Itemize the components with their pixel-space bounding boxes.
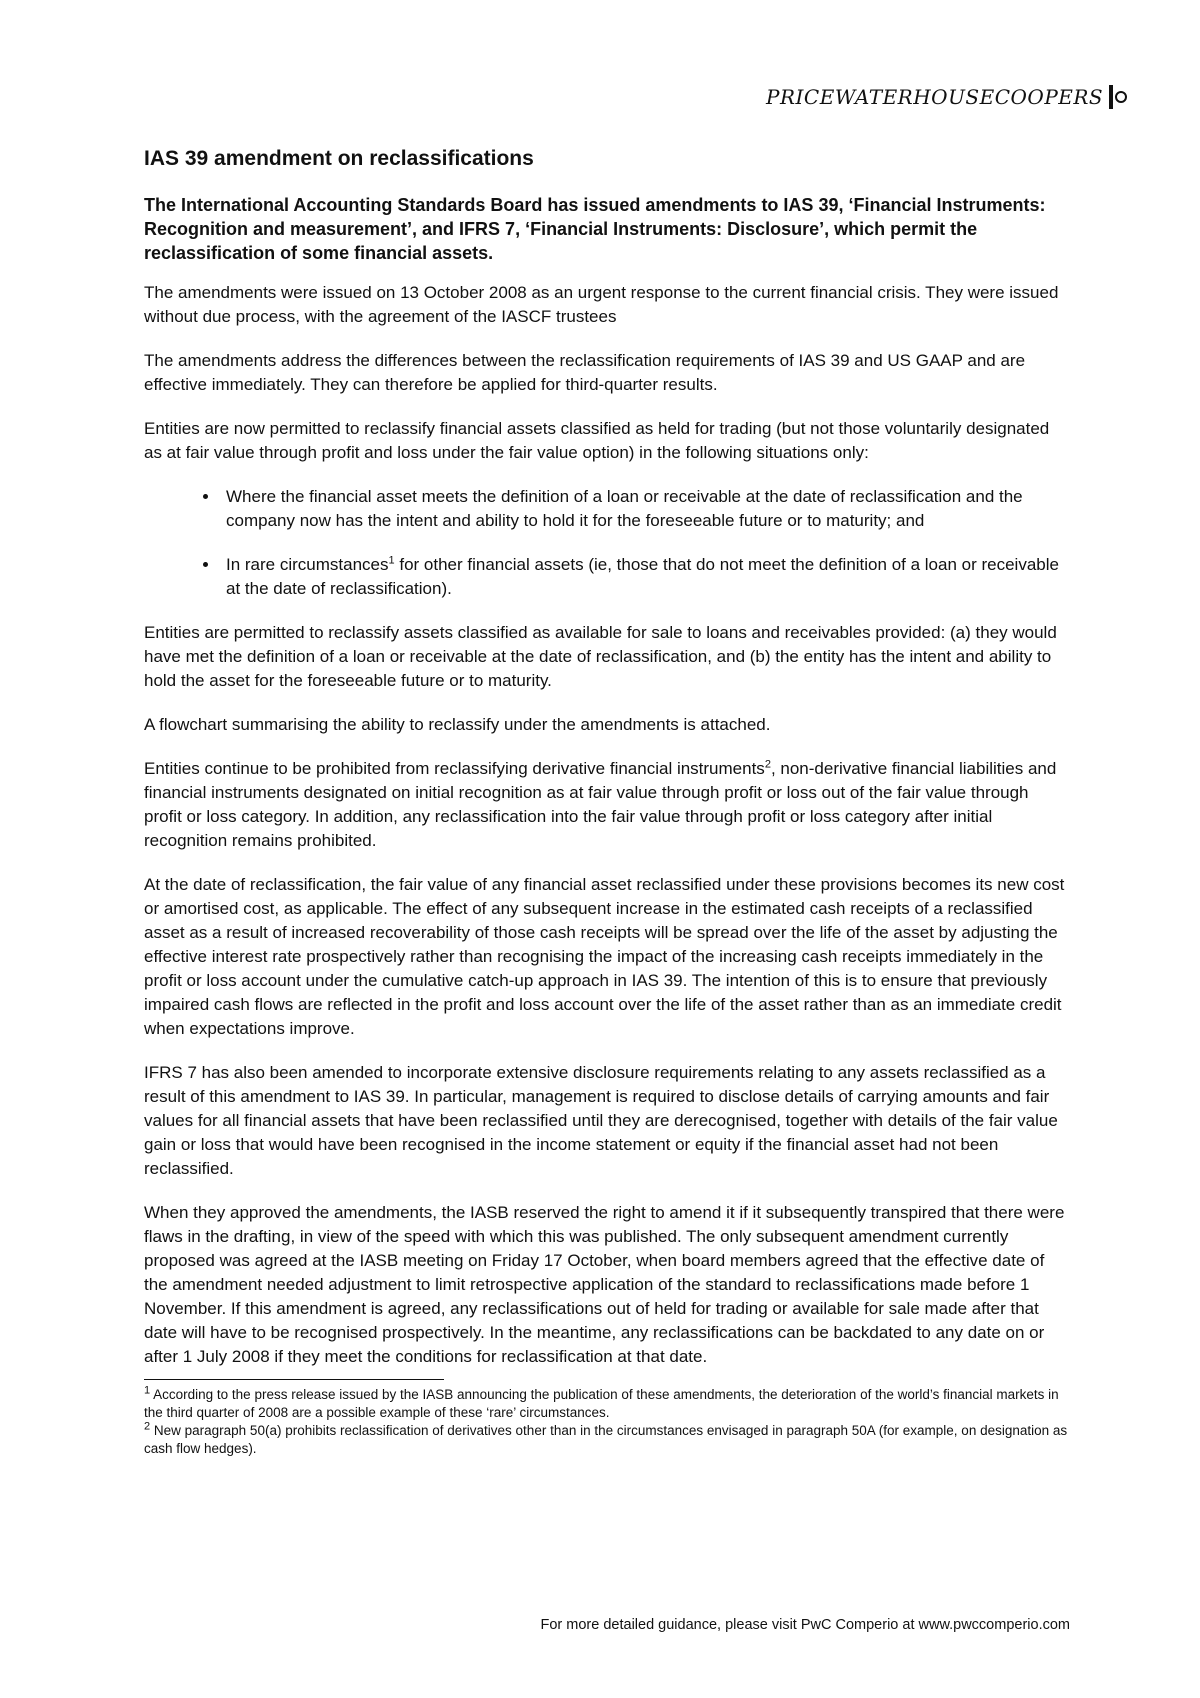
paragraph-prohibited xyxy=(144,757,1070,853)
footnote-text: According to the press release issued by the IASB announcing the publication of these amendments, the deterioration of the world’s financial markets in the third quarter of 2008 are a possible example of these ‘rare’ circumstances. xyxy=(144,1387,1059,1420)
footnote-mark: 1 xyxy=(144,1384,151,1397)
paragraph-text: , non-derivative financial liabilities and financial instruments designated on initial recognition as at fair value through profit or loss out of the fair value through profit or loss category. In addition, any reclassification into the fair value through profit or loss category after initial recognition remains prohibited. xyxy=(144,759,1057,850)
list-item-text: for other financial assets (ie, those that do not meet the definition of a loan or receivable at the date of reclassification). xyxy=(226,555,1059,598)
document-body xyxy=(144,145,1070,1458)
footnote-text: New paragraph 50(a) prohibits reclassification of derivatives other than in the circumstances envisaged in paragraph 50A (for example, on designation as cash flow hedges). xyxy=(144,1423,1068,1456)
list-item xyxy=(220,553,1070,601)
paragraph-permitted: Entities are now permitted to reclassify financial assets classified as held for trading (but not those voluntarily designated as at fair value through profit and loss under the fair value option) in the following situations only: xyxy=(144,419,1050,462)
paragraph-ifrs7: IFRS 7 has also been amended to incorporate extensive disclosure requirements relating to any assets reclassified as a result of this amendment to IAS 39. In particular, management is required to disclose details of carrying amounts and fair values for all financial assets that have been reclassified until they are derecognised, together with details of the fair value gain or loss that would have been recognised in the income statement or equity if the financial asset had not been reclassified. xyxy=(144,1063,1058,1178)
paragraph-differences: The amendments address the differences between the reclassification requirements of IAS 39 and US GAAP and are effective immediately. They can therefore be applied for third-quarter results. xyxy=(144,351,1026,394)
footnote-mark: 2 xyxy=(144,1420,151,1433)
page-footer: For more detailed guidance, please visit PwC Comperio at www.pwccomperio.com xyxy=(540,1617,1070,1633)
paragraph-available-for-sale: Entities are permitted to reclassify assets classified as available for sale to loans and receivables provided: (a) they would have met the definition of a loan or receivable at the date of reclassification, and (b) the entity has the intent and ability to hold the asset for the foreseeable future or to maturity. xyxy=(144,623,1057,690)
lead-paragraph: The International Accounting Standards Board has issued amendments to IAS 39, ‘Financial Instruments: Recognition and measurement’, and IFRS 7, ‘Financial Instruments: Disclosure’, which permit the reclassification of some financial assets. xyxy=(144,195,1046,263)
footnote-ref-2: 2 xyxy=(764,758,771,771)
paragraph-approval: When they approved the amendments, the IASB reserved the right to amend it if it subsequently transpired that there were flaws in the drafting, in view of the speed with which this was published. The only subsequent amendment currently proposed was agreed at the IASB meeting on Friday 17 October, when board members agreed that the effective date of the amendment needed adjustment to limit retrospective application of the standard to reclassifications made before 1 November. If this amendment is agreed, any reclassifications out of held for trading or available for sale made after that date will have to be recognised prospectively. In the meantime, any reclassifications can be backdated to any date on or after 1 July 2008 if they meet the conditions for reclassification at that date. xyxy=(144,1203,1065,1366)
footnote-2 xyxy=(144,1422,1070,1458)
footnote-divider xyxy=(144,1379,444,1380)
company-logo xyxy=(766,80,1104,114)
pwc-seal-icon xyxy=(1109,85,1113,109)
list-item: • Where the financial asset meets the definition of a loan or receivable at the date of reclassification and the company now has the intent and ability to hold it for the foreseeable future or to maturity; and xyxy=(220,485,1070,533)
footnote-1 xyxy=(144,1386,1070,1422)
paragraph-issued: The amendments were issued on 13 October 2008 as an urgent response to the current financial crisis. They were issued without due process, with the agreement of the IASCF trustees xyxy=(144,283,1059,326)
page-title: IAS 39 amendment on reclassifications xyxy=(144,147,534,170)
footnote-ref-1: 1 xyxy=(388,554,395,567)
paragraph-text: Entities continue to be prohibited from reclassifying derivative financial instruments xyxy=(144,759,765,778)
paragraph-flowchart: A flowchart summarising the ability to reclassify under the amendments is attached. xyxy=(144,715,771,734)
situations-list xyxy=(144,485,1070,601)
paragraph-fair-value: At the date of reclassification, the fair value of any financial asset reclassified under these provisions becomes its new cost or amortised cost, as applicable. The effect of any subsequent increase in the estimated cash receipts of a reclassified asset as a result of increased recoverability of those cash receipts will be spread over the life of the asset by adjusting the effective interest rate prospectively rather than recognising the impact of the increasing cash receipts immediately in the profit or loss account under the cumulative catch-up approach in IAS 39. The intention of this is to ensure that previously impaired cash flows are reflected in the profit and loss account over the life of the asset rather than as an immediate credit when expectations improve. xyxy=(144,875,1065,1038)
list-item-text: In rare circumstances xyxy=(226,555,389,574)
logo-wordmark: PRICEWATERHOUSECOOPERS xyxy=(766,85,1104,109)
